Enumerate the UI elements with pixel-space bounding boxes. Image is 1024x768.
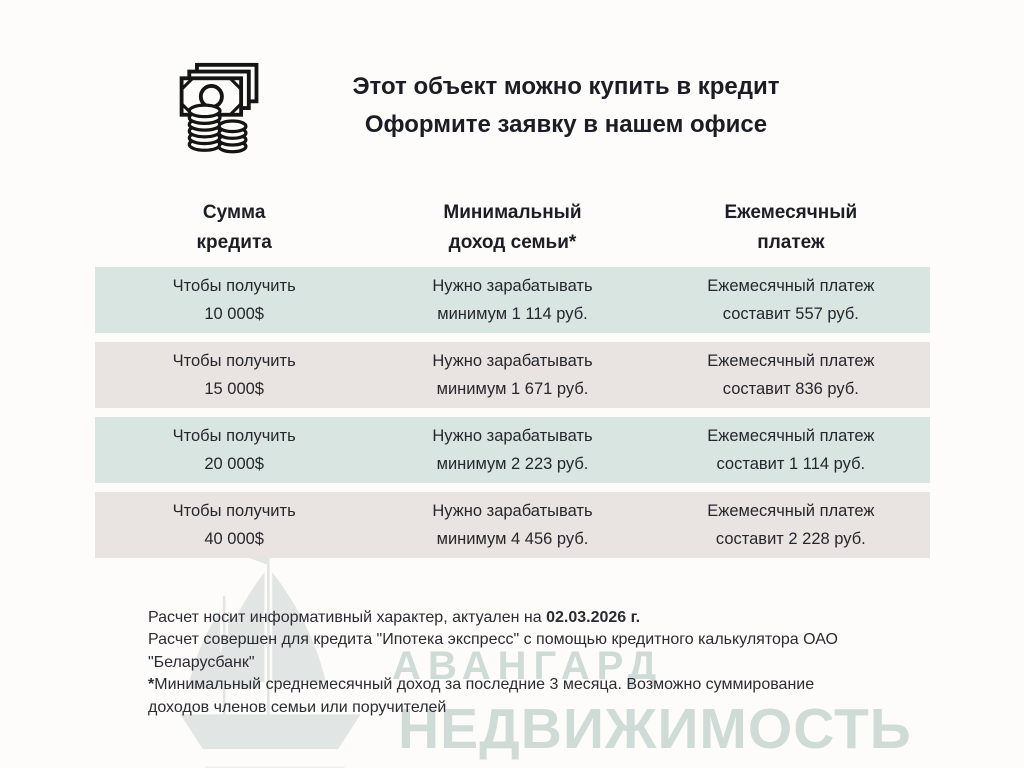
cell-loan-amount: Чтобы получить 10 000$: [172, 277, 296, 323]
page-title-line1: Этот объект можно купить в кредит: [352, 73, 780, 100]
disclaimer: [148, 607, 908, 719]
column-header-loan-amount: Сумма кредита: [196, 202, 272, 253]
cell-loan-amount: Чтобы получить 20 000$: [172, 427, 296, 473]
table-row: [95, 492, 930, 558]
watermark-brand-word: НЕДВИЖИМОСТЬ: [398, 697, 912, 761]
cell-min-income: Нужно зарабатывать минимум 2 223 руб.: [432, 427, 593, 473]
table-row: [95, 342, 930, 408]
table-row: [95, 417, 930, 483]
table-row: [95, 267, 930, 333]
page-title: [262, 68, 870, 144]
cell-monthly-payment: Ежемесячный платеж составит 2 228 руб.: [707, 502, 875, 548]
table-header-row: [95, 198, 930, 258]
cell-loan-amount: Чтобы получить 40 000$: [172, 502, 296, 548]
page-title-line2: Оформите заявку в нашем офисе: [364, 111, 768, 138]
column-header-monthly-payment: Ежемесячный платеж: [724, 202, 858, 253]
footnote-asterisk: *: [148, 676, 155, 694]
cell-min-income: Нужно зарабатывать минимум 1 671 руб.: [432, 352, 593, 398]
table-body: [95, 267, 930, 558]
cell-min-income: Нужно зарабатывать минимум 4 456 руб.: [432, 502, 593, 548]
money-banknotes-coins-icon: [172, 58, 268, 160]
disclaimer-line-income-note2: доходов членов семьи или поручителей: [148, 698, 447, 716]
disclaimer-line-bank: "Беларусбанк": [148, 653, 255, 671]
cell-monthly-payment: Ежемесячный платеж составит 557 руб.: [707, 277, 875, 323]
column-header-min-income: Минимальный доход семьи*: [443, 202, 582, 253]
cell-loan-amount: Чтобы получить 15 000$: [172, 352, 296, 398]
disclaimer-line-income-note: *Минимальный среднемесячный доход за последние 3 месяца. Возможно суммирование: [148, 676, 815, 694]
disclaimer-line-calculator: Расчет совершен для кредита "Ипотека экспресс" с помощью кредитного калькулятора ОАО: [148, 631, 838, 649]
disclaimer-date: 02.03.2026 г.: [546, 609, 641, 626]
watermark-brand-name: АВАНГАРД: [392, 644, 664, 688]
cell-min-income: Нужно зарабатывать минимум 1 114 руб.: [432, 277, 593, 323]
cell-monthly-payment: Ежемесячный платеж составит 836 руб.: [707, 352, 875, 398]
disclaimer-line-validity: Расчет носит информативный характер, актуален на 02.03.2026 г.: [148, 609, 641, 626]
cell-monthly-payment: Ежемесячный платеж составит 1 114 руб.: [707, 427, 875, 473]
